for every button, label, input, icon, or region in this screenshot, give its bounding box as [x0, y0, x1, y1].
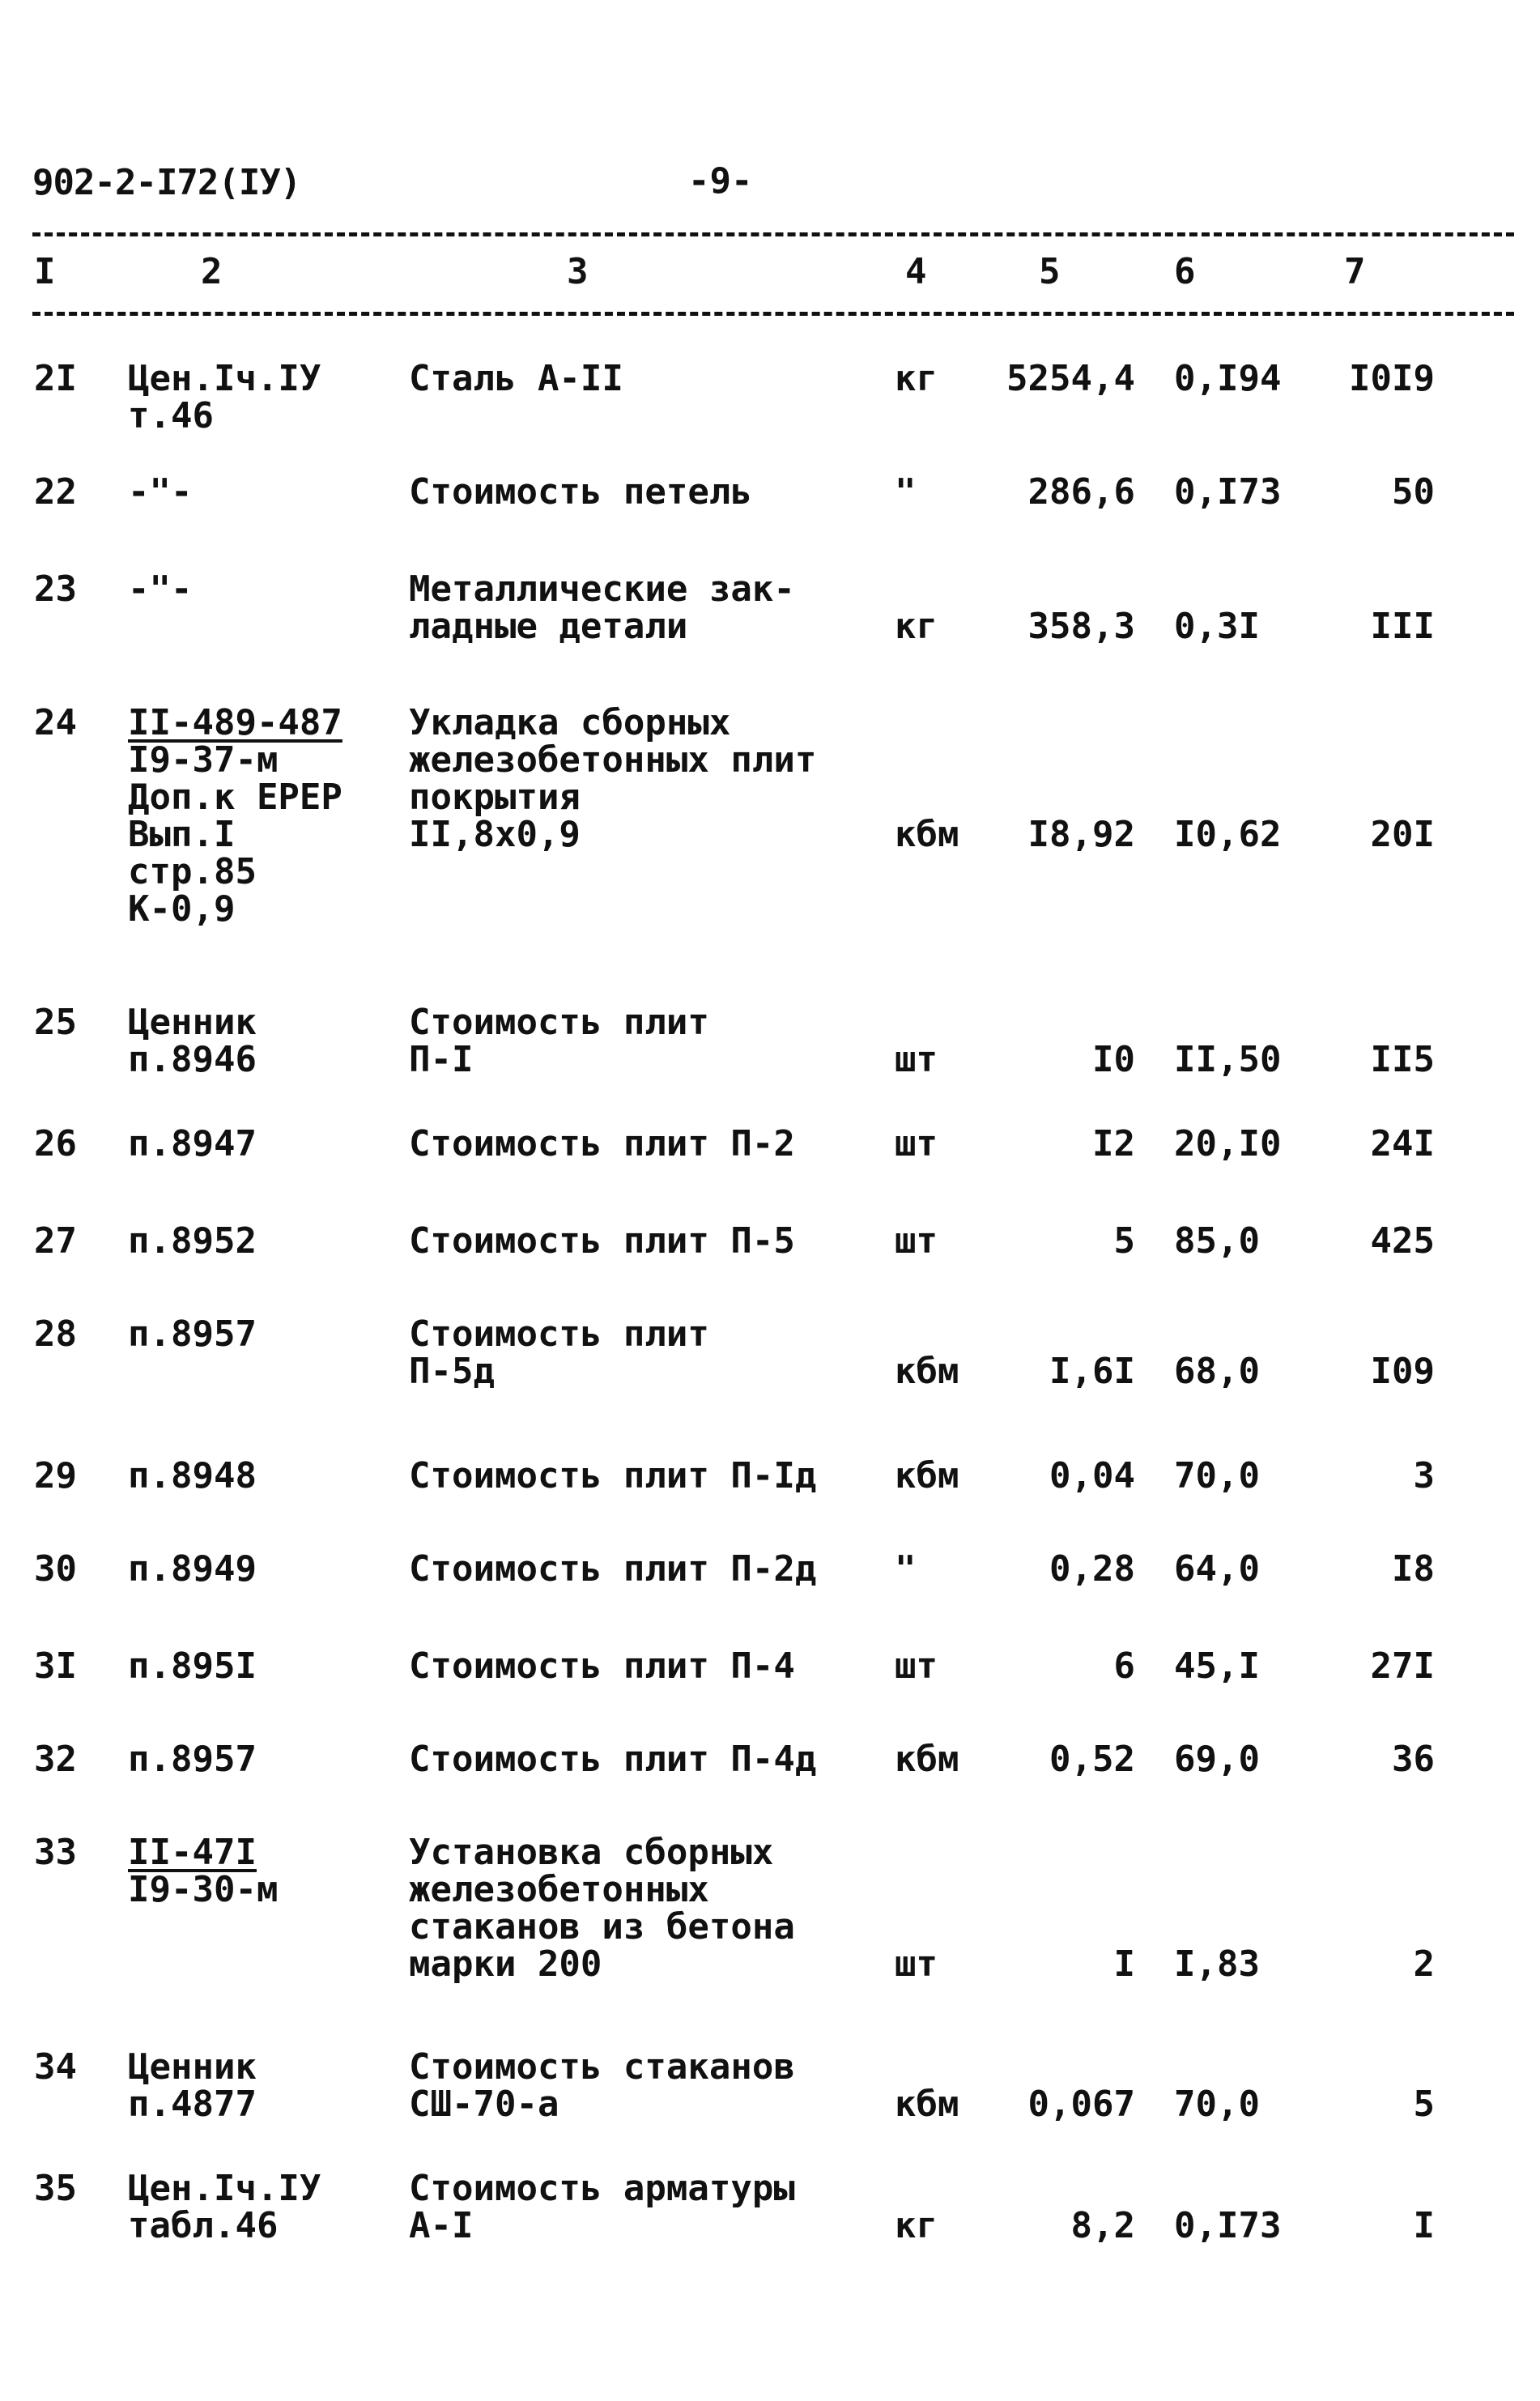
source-line: Доп.к ЕРЕР — [128, 777, 342, 818]
total-cost: 36 — [1392, 1739, 1435, 1780]
work-description: Стоимость плит П-5 — [409, 1220, 795, 1262]
quantity: 358,3 — [1027, 606, 1135, 647]
source-line: п.8947 — [128, 1123, 257, 1164]
source-reference — [128, 471, 193, 513]
work-description: Стоимость плит П-2 — [409, 1123, 795, 1164]
source-line: Ценник — [128, 2046, 257, 2088]
total-cost: 2 — [1413, 1943, 1435, 1985]
source-reference — [128, 1004, 257, 1079]
work-description: Укладка сборных железобетонных плит покрытия II,8х0,9 — [409, 702, 817, 855]
source-line: п.8957 — [128, 1739, 257, 1780]
source-reference — [128, 1741, 257, 1778]
work-description: Стоимость плит П-2д — [409, 1548, 817, 1590]
source-line: стр.85 — [128, 851, 257, 892]
unit-of-measure: кбм — [895, 1351, 959, 1392]
row-number: 34 — [34, 2046, 77, 2088]
unit-price: 70,0 — [1174, 1455, 1260, 1496]
source-reference — [128, 568, 193, 610]
total-cost: 27I — [1370, 1645, 1435, 1687]
source-line: II-47I — [128, 1832, 257, 1873]
unit-price: 64,0 — [1174, 1548, 1260, 1590]
quantity: I,6I — [1049, 1351, 1135, 1392]
quantity: 0,52 — [1049, 1739, 1135, 1780]
row-number: 30 — [34, 1548, 77, 1590]
page-number: -9- — [688, 160, 753, 202]
source-line: I9-30-м — [128, 1869, 279, 1910]
source-line: п.8957 — [128, 1313, 257, 1355]
source-reference — [128, 1455, 257, 1496]
row-number: 2I — [34, 358, 77, 399]
unit-of-measure: шт — [895, 1943, 938, 1985]
work-description: Стоимость плит П-4 — [409, 1645, 795, 1687]
row-number: 22 — [34, 471, 77, 513]
unit-of-measure: " — [895, 471, 917, 513]
total-cost: I09 — [1370, 1351, 1435, 1392]
total-cost: I0I9 — [1349, 358, 1435, 399]
source-reference — [128, 1548, 257, 1590]
column-header-3: 3 — [567, 251, 589, 292]
source-reference — [128, 1645, 257, 1687]
total-cost: 20I — [1370, 814, 1435, 855]
quantity: I0 — [1092, 1039, 1135, 1080]
column-header-4: 4 — [905, 251, 927, 292]
unit-price: 0,I94 — [1174, 358, 1282, 399]
total-cost: II5 — [1370, 1039, 1435, 1080]
quantity: 8,2 — [1070, 2205, 1135, 2246]
source-reference — [128, 2046, 257, 2125]
source-reference — [128, 1123, 257, 1164]
quantity: I — [1113, 1943, 1135, 1985]
source-line: п.8946 — [128, 1039, 257, 1080]
source-reference — [128, 1220, 257, 1262]
work-description: Стоимость стаканов СШ-70-а — [409, 2046, 795, 2125]
work-description: Стоимость плит П-Iд — [409, 1455, 817, 1496]
row-number: 3I — [34, 1645, 77, 1687]
unit-of-measure: кбм — [895, 1455, 959, 1496]
source-line: Ценник — [128, 1002, 257, 1043]
row-number: 29 — [34, 1455, 77, 1496]
work-description: Металлические зак- ладные детали — [409, 568, 795, 647]
unit-price: 69,0 — [1174, 1739, 1260, 1780]
total-cost: 24I — [1370, 1123, 1435, 1164]
total-cost: I8 — [1392, 1548, 1435, 1590]
source-reference — [128, 1834, 278, 1909]
work-description: Стоимость плит П-5д — [409, 1313, 709, 1392]
work-description: Стоимость петель — [409, 471, 752, 513]
source-line: п.8948 — [128, 1455, 257, 1496]
source-line: п.895I — [128, 1645, 257, 1687]
row-number: 23 — [34, 568, 77, 610]
quantity: I8,92 — [1027, 814, 1135, 855]
source-line: II-489-487 — [128, 702, 342, 743]
column-header-7: 7 — [1344, 251, 1366, 292]
row-number: 25 — [34, 1002, 77, 1043]
quantity: 5254,4 — [1006, 358, 1135, 399]
total-cost: I — [1413, 2205, 1435, 2246]
unit-of-measure: шт — [895, 1123, 938, 1164]
row-number: 33 — [34, 1832, 77, 1873]
work-description: Стоимость арматуры А-I — [409, 2168, 795, 2246]
column-header-1: I — [34, 251, 56, 292]
unit-of-measure: " — [895, 1548, 917, 1590]
source-line: табл.46 — [128, 2205, 279, 2246]
table-top-rule — [32, 232, 1514, 236]
source-line: К-0,9 — [128, 888, 236, 930]
source-reference — [128, 1313, 257, 1355]
quantity: I2 — [1092, 1123, 1135, 1164]
row-number: 26 — [34, 1123, 77, 1164]
quantity: 6 — [1113, 1645, 1135, 1687]
unit-of-measure: кг — [895, 2205, 938, 2246]
quantity: 0,04 — [1049, 1455, 1135, 1496]
row-number: 28 — [34, 1313, 77, 1355]
source-line: Цен.Iч.IУ — [128, 358, 321, 399]
total-cost: 5 — [1413, 2084, 1435, 2125]
row-number: 24 — [34, 702, 77, 743]
source-line: п.8949 — [128, 1548, 257, 1590]
row-number: 32 — [34, 1739, 77, 1780]
source-line: -"- — [128, 471, 193, 513]
work-description: Стоимость плит П-I — [409, 1002, 709, 1080]
unit-of-measure: кбм — [895, 2084, 959, 2125]
column-header-5: 5 — [1039, 251, 1061, 292]
source-line: п.8952 — [128, 1220, 257, 1262]
unit-of-measure: шт — [895, 1039, 938, 1080]
quantity: 286,6 — [1027, 471, 1135, 513]
source-line: Цен.Iч.IУ — [128, 2168, 321, 2209]
source-reference — [128, 360, 321, 435]
source-line: -"- — [128, 568, 193, 610]
quantity: 0,067 — [1027, 2084, 1135, 2125]
source-line: I9-37-м — [128, 739, 279, 781]
unit-of-measure: кг — [895, 606, 938, 647]
column-header-6: 6 — [1174, 251, 1196, 292]
unit-price: 0,3I — [1174, 606, 1260, 647]
column-header-2: 2 — [201, 251, 223, 292]
document-code: 902-2-I72(IУ) — [32, 162, 301, 203]
unit-price: 20,I0 — [1174, 1123, 1282, 1164]
work-description: Стоимость плит П-4д — [409, 1739, 817, 1780]
total-cost: 50 — [1392, 471, 1435, 513]
unit-of-measure: кбм — [895, 1739, 959, 1780]
unit-of-measure: шт — [895, 1645, 938, 1687]
unit-price: I,83 — [1174, 1943, 1260, 1985]
unit-price: 85,0 — [1174, 1220, 1260, 1262]
row-number: 27 — [34, 1220, 77, 1262]
source-line: п.4877 — [128, 2084, 257, 2125]
unit-price: I0,62 — [1174, 814, 1282, 855]
total-cost: 425 — [1370, 1220, 1435, 1262]
total-cost: III — [1370, 606, 1435, 647]
row-number: 35 — [34, 2168, 77, 2209]
unit-price: 68,0 — [1174, 1351, 1260, 1392]
unit-of-measure: кг — [895, 358, 938, 399]
table-header-rule — [32, 312, 1514, 316]
unit-price: 70,0 — [1174, 2084, 1260, 2125]
work-description: Сталь А-II — [409, 358, 623, 399]
source-reference — [128, 702, 342, 930]
unit-price: 45,I — [1174, 1645, 1260, 1687]
source-line: т.46 — [128, 395, 214, 436]
unit-price: 0,I73 — [1174, 2205, 1282, 2246]
unit-price: 0,I73 — [1174, 471, 1282, 513]
quantity: 0,28 — [1049, 1548, 1135, 1590]
source-line: Вып.I — [128, 814, 236, 855]
quantity: 5 — [1113, 1220, 1135, 1262]
work-description: Установка сборных железобетонных стаканов из бетона марки 200 — [409, 1832, 795, 1985]
unit-of-measure: шт — [895, 1220, 938, 1262]
unit-of-measure: кбм — [895, 814, 959, 855]
total-cost: 3 — [1413, 1455, 1435, 1496]
source-reference — [128, 2170, 321, 2245]
unit-price: II,50 — [1174, 1039, 1282, 1080]
